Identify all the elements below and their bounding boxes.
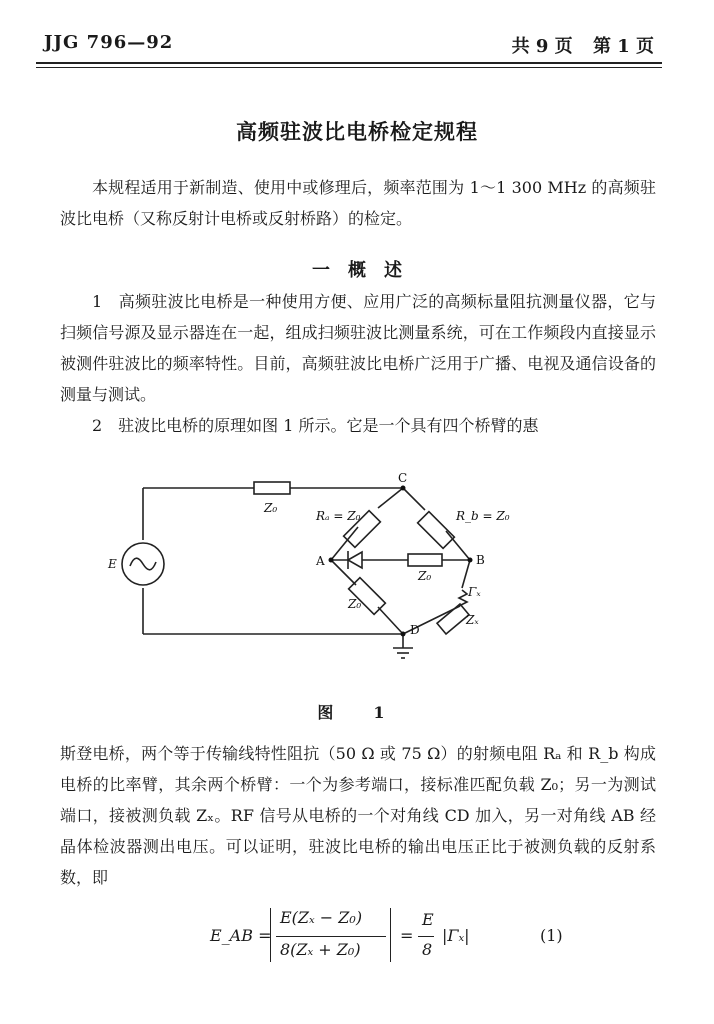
- section-heading: 一 概 述: [312, 260, 402, 281]
- label-z0-low: Z₀: [348, 597, 362, 611]
- intro-paragraph: 本规程适用于新制造、使用中或修理后，频率范围为 1～1 300 MHz 的高频驻波比电桥（又称反射计电桥或反射桥路）的检定。: [60, 178, 656, 228]
- fraction2-line: [418, 936, 434, 937]
- label-ra: Rₐ = Z₀: [316, 509, 361, 523]
- equation-1: [210, 906, 590, 966]
- figure-caption: 图 1: [317, 703, 397, 722]
- label-zx: Zₓ: [466, 613, 479, 627]
- resistor-rb: [418, 512, 455, 549]
- equation-numerator: E(Zₓ − Z₀): [280, 908, 363, 927]
- load-zx: [437, 604, 469, 634]
- resistor-z0-detector: [408, 554, 442, 566]
- equation-denominator: 8(Zₓ + Z₀): [280, 940, 361, 959]
- equation-lhs: E_AB =: [210, 926, 272, 945]
- fraction-line: [276, 936, 386, 937]
- label-node-c: C: [398, 471, 408, 485]
- equation-equals: =: [400, 926, 414, 945]
- section-paragraph-1: 1 高频驻波比电桥是一种使用方便、应用广泛的高频标量阻抗测量仪器，它与扫频信号源及显示器连在一起，组成扫频驻波比测量系统，可在工作频段内直接显示被测件驻波比的频率特性。目前，高频驻波比电桥广泛用于广播、电视及通信设备的测量与测试。: [60, 292, 656, 404]
- label-source: E: [108, 557, 117, 571]
- abs-bar-right: [390, 908, 391, 962]
- fraction2-denominator: 8: [422, 940, 433, 959]
- section-paragraph-2: 2 驻波比电桥的原理如图 1 所示。它是一个具有四个桥臂的惠: [92, 416, 539, 435]
- abs-bar-left: [270, 908, 271, 962]
- label-rb: R_b = Z₀: [456, 509, 510, 523]
- standard-code: JJG 796—92: [44, 32, 174, 53]
- label-node-b: B: [476, 553, 485, 567]
- label-gamma-x: Γₓ: [468, 585, 481, 599]
- page-number: 第 1 页: [592, 36, 654, 57]
- resistor-z0-top: [254, 482, 290, 494]
- continuation-paragraph: 斯登电桥，两个等于传输线特性阻抗（50 Ω 或 75 Ω）的射频电阻 Rₐ 和 R_b 构成电桥的比率臂，其余两个桥臂：一个为参考端口，接标准匹配负载 Z₀；另一为测试端口，接被测负载 Zₓ。RF 信号从电桥的一个对角线 CD 加入，另一对角线 AB 经晶体检波器测出电压。可以证明，驻波比电桥的输出电压正比于被测负载的反射系数，即: [60, 744, 656, 887]
- label-node-d: D: [410, 623, 420, 637]
- label-z0-detector: Z₀: [418, 569, 432, 583]
- fraction2-numerator: E: [422, 910, 434, 929]
- equation-gamma: |Γₓ|: [442, 926, 470, 945]
- detector-diode: [348, 552, 362, 568]
- total-pages: 共 9 页: [511, 36, 573, 57]
- equation-number: (1): [540, 926, 563, 945]
- label-z0-top: Z₀: [264, 501, 278, 515]
- sine-wave-icon: [130, 558, 156, 570]
- document-title: 高频驻波比电桥检定规程: [236, 119, 478, 144]
- label-node-a: A: [316, 554, 325, 568]
